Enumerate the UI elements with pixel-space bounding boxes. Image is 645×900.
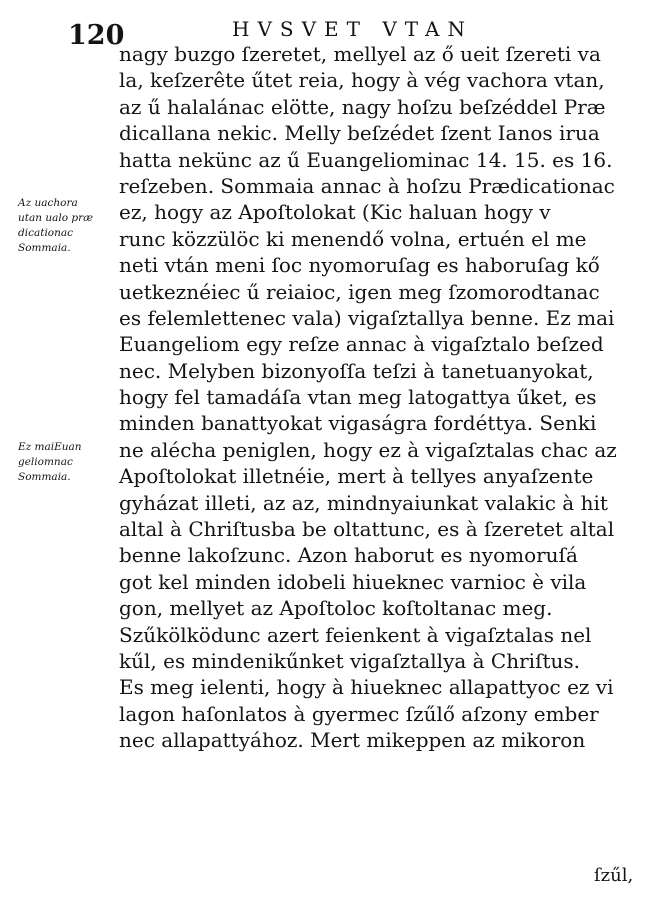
text-line: la, keſzerête űtet reia, hogy à vég vachora vtan, bbox=[119, 68, 605, 93]
text-line: hatta nekünc az ű Euangeliominac 14. 15. es 16. bbox=[119, 147, 613, 172]
running-head: HVSVET VTAN bbox=[232, 17, 473, 41]
text-line: Apoſtolokat illetnéie, mert à tellyes anyaſzente bbox=[119, 464, 594, 489]
text-line: reſzeben. Sommaia annac à hoſzu Prædicationac bbox=[119, 173, 615, 198]
margin-note-line: utan ualo præ bbox=[18, 212, 93, 224]
text-line: gon, mellyet az Apoſtoloc koſtoltanac meg. bbox=[119, 596, 553, 621]
text-line: hogy fel tamadáſa vtan meg latogattya űket, es bbox=[119, 385, 597, 410]
margin-note-line: Sommaia. bbox=[18, 471, 71, 483]
text-line: es felemlettenec vala) vigaſztallya benne. Ez mai bbox=[119, 305, 615, 330]
text-line: minden banattyokat vigaságra fordéttya. Senki bbox=[119, 411, 597, 436]
text-line: nagy buzgo ſzeretet, mellyel az ő ueit ſzereti va bbox=[119, 42, 601, 66]
text-line: Es meg ielenti, hogy à hiueknec allapattyoc ez vi bbox=[119, 675, 614, 700]
text-line: nec allapattyához. Mert mikeppen az mikoron bbox=[119, 728, 586, 753]
margin-note-line: dicationac bbox=[18, 227, 74, 239]
text-line: neti vtán meni ſoc nyomoruſag es haboruſag kő bbox=[119, 253, 600, 278]
margin-note-line: Az uachora bbox=[18, 197, 78, 209]
text-line: got kel minden idobeli hiueknec varnioc è vila bbox=[119, 569, 587, 594]
text-line: altal à Chriſtusba be oltattunc, es à ſzeretet altal bbox=[119, 517, 615, 542]
text-line: ne alécha peniglen, hogy ez à vigaſztalas chac az bbox=[119, 437, 617, 462]
margin-note-supper-summary bbox=[18, 196, 93, 256]
text-line: gyházat illeti, az az, mindnyaiunkat valakic à hit bbox=[119, 490, 608, 515]
text-line: nec. Melyben bizonyoſſa teſzi à tanetuanyokat, bbox=[119, 358, 594, 383]
text-line: benne lakoſzunc. Azon haborut es nyomoruſá bbox=[119, 543, 578, 568]
text-line: ez, hogy az Apoſtolokat (Kic haluan hogy v bbox=[119, 200, 551, 225]
margin-note-gospel-summary bbox=[18, 440, 82, 485]
text-line: Euangeliom egy reſze annac à vigaſztalo beſzed bbox=[119, 332, 604, 357]
text-line: dicallana nekic. Melly beſzédet ſzent Ianos irua bbox=[119, 121, 600, 146]
margin-note-line: Sommaia. bbox=[18, 242, 71, 254]
text-line: kűl, es mindenikűnket vigaſztallya à Chriſtus. bbox=[119, 648, 581, 673]
text-line: lagon haſonlatos à gyermec ſzűlő aſzony ember bbox=[119, 701, 599, 726]
catchword: ſzűl, bbox=[594, 865, 634, 886]
text-line: runc közzülöc ki menendő volna, ertuén el me bbox=[119, 226, 587, 251]
text-line: az ű halalánac elötte, nagy hoſzu beſzéddel Præ bbox=[119, 94, 606, 119]
margin-note-line: geliomnac bbox=[18, 456, 73, 468]
body-text bbox=[119, 41, 639, 754]
text-line: uetkeznéiec ű reiaioc, igen meg ſzomorodtanac bbox=[119, 279, 600, 304]
margin-note-line: Ez maiEuan bbox=[18, 441, 82, 453]
text-line: Szűkölködunc azert feienkent à vigaſztalas nel bbox=[119, 622, 592, 647]
page-number: 120 bbox=[68, 20, 125, 51]
